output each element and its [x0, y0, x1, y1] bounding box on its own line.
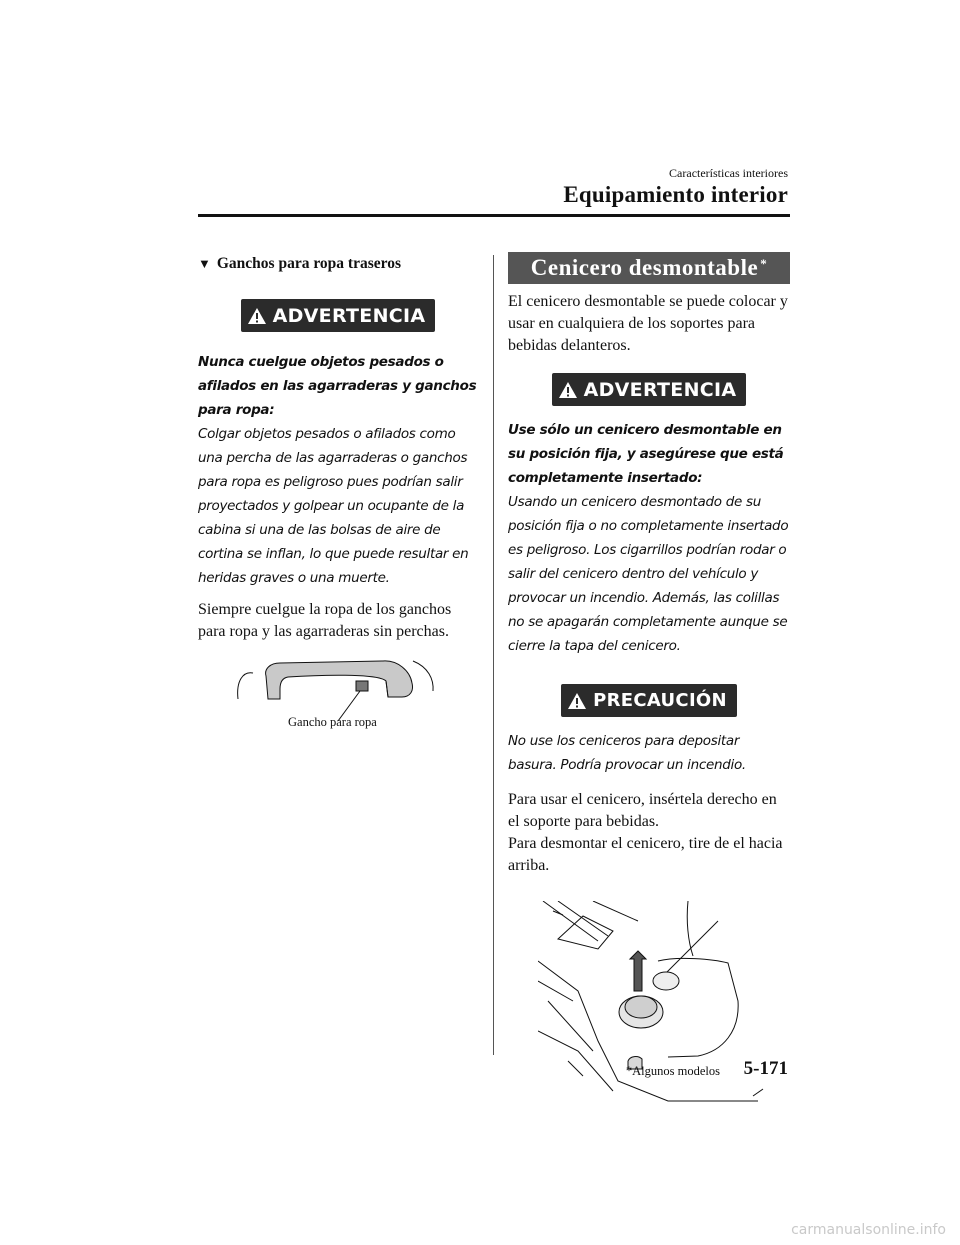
coat-hook-illustration [198, 651, 478, 721]
warning-badge-wrap [198, 299, 478, 332]
warning-badge-wrap-right [508, 373, 790, 406]
chapter-subtitle: Características interiores [669, 166, 788, 180]
footnote: *Algunos modelos [625, 1064, 720, 1078]
paragraph: Siempre cuelgue la ropa de los ganchos para ropa y las agarraderas sin perchas. [198, 601, 452, 640]
intro-paragraph: El cenicero desmontable se puede colocar y usar en cualquiera de los soportes para bebidas delanteros. [508, 293, 788, 354]
figure-label: Gancho para ropa [288, 715, 377, 729]
warning-triangle-icon [558, 381, 578, 399]
warning-heading-right: Use sólo un cenicero desmontable en su posición fija, y asegúrese que está completamente insertado: [508, 422, 784, 486]
page-number: 5-171 [743, 1058, 788, 1079]
subheading-text: Ganchos para ropa traseros [216, 255, 402, 272]
right-column [508, 252, 790, 1114]
ashtray-figure [538, 901, 790, 1114]
left-column [198, 252, 478, 731]
watermark: carmanualsonline.info [791, 1222, 946, 1238]
warning-badge-label: ADVERTENCIA [272, 304, 426, 327]
warning-triangle-icon [247, 307, 267, 325]
caution-triangle-icon [567, 692, 587, 710]
section-asterisk: * [760, 256, 768, 271]
header-rule [198, 214, 790, 217]
warning-body: Colgar objetos pesados o afilados como una percha de las agarraderas o ganchos para ropa es peligroso pues podrían salir proyectados y golpear un ocupante de la cabina si una de las bolsas de aire de cortina se inflan, lo que puede resultar en heridas graves o una muerte. [198, 426, 469, 586]
page-title: Equipamiento interior [563, 182, 788, 207]
section-title [508, 252, 790, 284]
triangle-down-icon: ▼ [198, 256, 211, 271]
section-title-text: Cenicero desmontable [530, 255, 759, 280]
caution-badge-label: PRECAUCIÓN [593, 690, 727, 711]
paragraph-remove: Para desmontar el cenicero, tire de el hacia arriba. [508, 835, 783, 874]
warning-body-right: Usando un cenicero desmontado de su posición fija o no completamente insertado es peligroso. Los cigarrillos podrían rodar o salir del cenicero dentro del vehículo y provocar un incendio. Además, las colillas no se apagarán completamente aunque se cierre la tapa del cenicero. [508, 494, 789, 654]
warning-heading: Nunca cuelgue objetos pesados o afilados en las agarraderas y ganchos para ropa: [198, 354, 477, 418]
coat-hook-figure [198, 651, 478, 731]
subheading [198, 255, 478, 273]
caution-badge-wrap [508, 684, 790, 717]
warning-badge [241, 299, 436, 332]
caution-badge [561, 684, 737, 717]
caution-body: No use los ceniceros para depositar basura. Podría provocar un incendio. [508, 733, 746, 773]
warning-badge-right [552, 373, 747, 406]
column-divider [493, 255, 494, 1055]
warning-badge-label: ADVERTENCIA [583, 378, 737, 401]
paragraph-insert: Para usar el cenicero, insértela derecho en el soporte para bebidas. [508, 791, 777, 830]
